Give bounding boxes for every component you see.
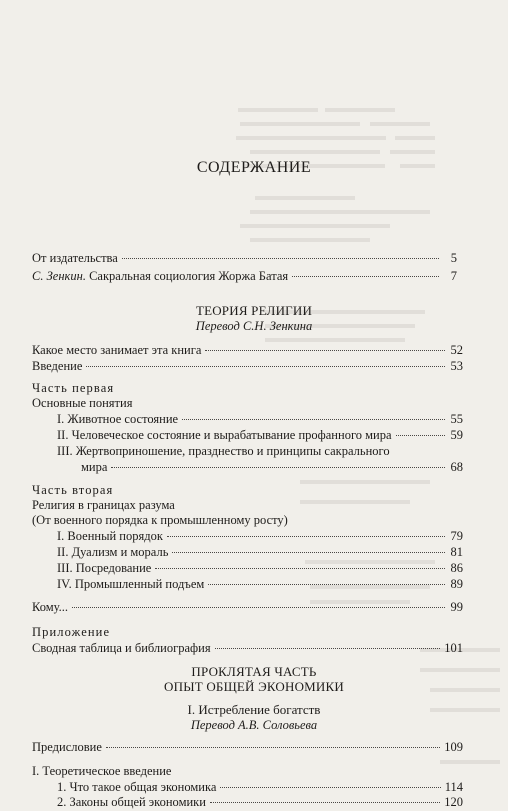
toc-entry bbox=[32, 641, 463, 656]
toc-entry-label: IV. Промышленный подъем bbox=[57, 577, 205, 591]
section-title: ТЕОРИЯ РЕЛИГИИ bbox=[195, 303, 313, 318]
dot-leader bbox=[86, 366, 445, 367]
toc-entry bbox=[57, 529, 463, 544]
toc-entry-label: Какое место занимает эта книга bbox=[32, 343, 202, 357]
part-subtitle: Религия в границах разума bbox=[32, 498, 175, 512]
dot-leader bbox=[106, 747, 440, 748]
dot-leader bbox=[111, 467, 445, 468]
chapter-title: I. Теоретическое введение bbox=[32, 764, 172, 778]
dot-leader bbox=[220, 787, 440, 788]
toc-entry bbox=[57, 577, 463, 592]
toc-entry bbox=[32, 740, 463, 755]
toc-entry bbox=[57, 795, 463, 810]
toc-entry-page: 53 bbox=[450, 359, 463, 373]
toc-entry bbox=[57, 780, 463, 795]
toc-entry bbox=[57, 545, 463, 560]
toc-entry-page: 109 bbox=[444, 740, 463, 754]
toc-entry-label: 1. Что такое общая экономика bbox=[57, 780, 217, 794]
toc-entry-page: 81 bbox=[450, 545, 463, 559]
dot-leader bbox=[210, 802, 440, 803]
dot-leader bbox=[167, 536, 445, 537]
dot-leader bbox=[172, 552, 445, 553]
toc-entry-label: Сводная таблица и библиография bbox=[32, 641, 211, 655]
section-part: I. Истребление богатств bbox=[187, 702, 321, 717]
toc-entry-label: III. Жертвоприношение, празднество и принципы сакрального bbox=[57, 444, 390, 458]
toc-entry-label: II. Дуализм и мораль bbox=[57, 545, 169, 559]
toc-entry-label: II. Человеческое состояние и вырабатывание профанного мира bbox=[57, 428, 392, 442]
toc-entry-label-cont: мира bbox=[81, 460, 108, 474]
toc-entry-label: I. Военный порядок bbox=[57, 529, 163, 543]
toc-entry-page: 101 bbox=[444, 641, 463, 655]
dot-leader bbox=[182, 419, 445, 420]
toc-entry-page: 114 bbox=[444, 780, 463, 794]
toc-entry-page: 5 bbox=[450, 251, 457, 265]
section-translator: Перевод С.Н. Зенкина bbox=[195, 319, 313, 333]
toc-entry bbox=[32, 600, 463, 615]
dot-leader bbox=[72, 607, 445, 608]
toc-entry-page: 79 bbox=[450, 529, 463, 543]
page-title: СОДЕРЖАНИЕ bbox=[196, 159, 312, 176]
toc-entry bbox=[32, 343, 463, 358]
dot-leader bbox=[205, 350, 445, 351]
toc-entry-label: Предисловие bbox=[32, 740, 102, 754]
toc-entry-page: 89 bbox=[450, 577, 463, 591]
section-title: ПРОКЛЯТАЯ ЧАСТЬ bbox=[191, 664, 317, 679]
toc-entry-page: 120 bbox=[444, 795, 463, 809]
part-subtitle: (От военного порядка к промышленному росту) bbox=[32, 513, 288, 527]
author-name: С. Зенкин. bbox=[32, 269, 86, 283]
toc-entry bbox=[32, 269, 457, 284]
toc-entry-page: 7 bbox=[450, 269, 457, 283]
toc-entry-page: 59 bbox=[450, 428, 463, 442]
toc-entry-label: III. Посредование bbox=[57, 561, 152, 575]
toc-entry bbox=[32, 251, 457, 266]
section-translator: Перевод А.В. Соловьева bbox=[190, 718, 318, 732]
dot-leader bbox=[215, 648, 441, 649]
toc-entry-page: 99 bbox=[450, 600, 463, 614]
toc-entry-page: 86 bbox=[450, 561, 463, 575]
toc-entry bbox=[57, 561, 463, 576]
dot-leader bbox=[122, 258, 439, 259]
appendix-title: Приложение bbox=[32, 625, 111, 639]
part-title: Часть первая bbox=[32, 381, 115, 395]
part-subtitle: Основные понятия bbox=[32, 396, 133, 410]
toc-entry-label: С. Зенкин. Сакральная социология Жоржа Батая bbox=[32, 269, 289, 283]
toc-entry-label: I. Животное состояние bbox=[57, 412, 179, 426]
toc-entry bbox=[32, 359, 463, 374]
section-subtitle: ОПЫТ ОБЩЕЙ ЭКОНОМИКИ bbox=[164, 679, 344, 694]
toc-entry bbox=[57, 428, 463, 443]
toc-entry-page: 55 bbox=[450, 412, 463, 426]
dot-leader bbox=[292, 276, 439, 277]
dot-leader bbox=[396, 435, 445, 436]
toc-entry-page: 52 bbox=[450, 343, 463, 357]
part-title: Часть вторая bbox=[32, 483, 114, 497]
dot-leader bbox=[208, 584, 445, 585]
toc-entry bbox=[81, 460, 463, 475]
toc-entry bbox=[57, 412, 463, 427]
toc-entry-label: Кому... bbox=[32, 600, 69, 614]
dot-leader bbox=[155, 568, 445, 569]
toc-entry-label: 2. Законы общей экономики bbox=[57, 795, 206, 809]
toc-entry-label: Введение bbox=[32, 359, 83, 373]
toc-entry-label: От издательства bbox=[32, 251, 118, 265]
toc-entry-page: 68 bbox=[450, 460, 463, 474]
